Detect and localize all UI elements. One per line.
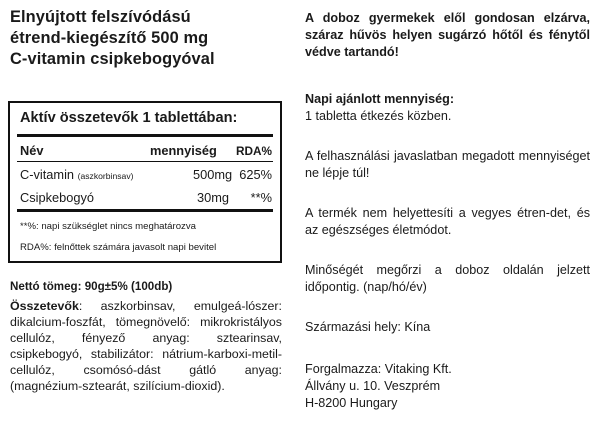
- nutrition-table: [8, 101, 282, 263]
- origin: Származási hely: Kína: [305, 320, 431, 334]
- table-row-2-rda: **%: [250, 190, 272, 205]
- col-amount-header: mennyiség: [150, 143, 217, 158]
- ingredients-text: : aszkorbinsav, emulgeá-lószer: dikalcium-foszfát, tömegnövelő: mikrokristályos cellulóz, fényező anyag: sztearinsav, csipkebogyó, stabilizátor: nátrium-karboxi-metil-cellulóz, csomósó-dást gátló anyag: (magnézium-sztearát, szilícium-dioxid).: [10, 299, 282, 393]
- table-heading: Aktív összetevők 1 tablettában:: [20, 110, 238, 126]
- title-line-3: C-vitamin csipkebogyóval: [10, 50, 215, 68]
- diet-notice: A termék nem helyettesíti a vegyes étren-det, és az egészséges életmódot.: [305, 206, 590, 237]
- dose-text: 1 tabletta étkezés közben.: [305, 109, 452, 123]
- note-rda: RDA%: felnőttek számára javasolt napi bevitel: [20, 242, 217, 253]
- table-row-1-rda: 625%: [239, 167, 272, 182]
- table-rule-bottom: [17, 209, 273, 212]
- title-line-2: étrend-kiegészítő 500 mg: [10, 29, 209, 47]
- ingredients-label: Összetevők: [10, 299, 79, 313]
- note-star: **%: napi szükséglet nincs meghatározva: [20, 221, 196, 232]
- table-row-2-name: Csipkebogyó: [20, 190, 94, 205]
- dose-limit-warning: A felhasználási javaslatban megadott mennyiséget ne lépje túl!: [305, 149, 590, 180]
- best-before: Minőségét megőrzi a doboz oldalán jelzett időpontig. (nap/hó/év): [305, 263, 590, 294]
- dose-heading: Napi ajánlott mennyiség:: [305, 92, 455, 106]
- distributor-line-3: H-8200 Hungary: [305, 396, 398, 410]
- storage-warning: A doboz gyermekek elől gondosan elzárva, száraz hűvös helyen sugárzó hőtől és fénytől védve tartandó!: [305, 11, 590, 59]
- product-title: [10, 7, 284, 70]
- left-column: [6, 0, 284, 393]
- net-weight: Nettó tömeg: 90g±5% (100db): [10, 280, 173, 293]
- table-row-1-sub: (aszkorbinsav): [77, 171, 134, 181]
- table-row-2-amount: 30mg: [197, 190, 230, 205]
- distributor: [305, 361, 590, 412]
- table-rule-header: [17, 161, 273, 162]
- table-row-1-name: C-vitamin (aszkorbinsav): [20, 167, 134, 182]
- col-rda-header: RDA%: [235, 144, 272, 158]
- distributor-line-2: Állvány u. 10. Veszprém: [305, 379, 441, 393]
- dose-section: [305, 91, 590, 125]
- table-row-1-amount: 500mg: [193, 167, 233, 182]
- distributor-line-1: Forgalmazza: Vitaking Kft.: [305, 362, 452, 376]
- ingredients: [10, 298, 282, 394]
- table-rule-top: [17, 134, 273, 137]
- title-line-1: Elnyújtott felszívódású: [10, 8, 191, 26]
- col-name-header: Név: [20, 143, 44, 158]
